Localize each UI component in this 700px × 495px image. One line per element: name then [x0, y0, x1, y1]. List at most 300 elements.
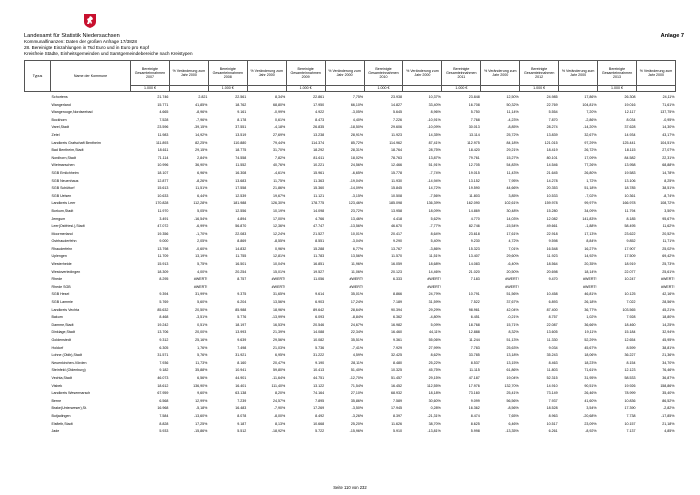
einnahmen-cell: 23.596	[157, 125, 169, 130]
veraenderung-cell: 41,60%	[584, 398, 597, 403]
einnahmen-cell: 44.751	[313, 375, 325, 380]
einnahmen-cell: 20.123	[390, 269, 402, 274]
unit-tsd: 1.000 €	[598, 86, 637, 92]
municipality-name: SGB Emlichheim	[51, 170, 79, 175]
veraenderung-cell: 11,71%	[662, 239, 675, 244]
einnahmen-cell: 20.353	[546, 186, 558, 191]
municipality-name: Rhede	[51, 277, 63, 282]
table-row	[25, 109, 676, 117]
veraenderung-cell: 25,73%	[662, 262, 675, 267]
einnahmen-cell: 52.315	[546, 375, 558, 380]
veraenderung-cell: 45,75%	[428, 368, 441, 373]
einnahmen-cell: 7.928	[626, 315, 636, 320]
einnahmen-cell: 46.073	[157, 375, 169, 380]
einnahmen-cell: 12.082	[546, 216, 558, 221]
einnahmen-cell: 16.968	[157, 406, 169, 411]
column-header-bereinigte-label: Bereinigte Gesamteinnahmen	[523, 66, 555, 75]
einnahmen-cell: 11.056	[313, 277, 325, 282]
einnahmen-cell: 4.894	[237, 216, 247, 221]
einnahmen-cell: 37.628	[624, 125, 636, 130]
table-row	[25, 147, 676, 155]
veraenderung-cell: 11,96%	[351, 262, 364, 267]
einnahmen-cell: 9.614	[315, 292, 325, 297]
veraenderung-cell: 55,06%	[428, 338, 441, 342]
veraenderung-cell: 21,36%	[662, 353, 675, 358]
typus-cell	[25, 208, 51, 216]
einnahmen-cell: 31.571	[157, 353, 169, 358]
veraenderung-cell: -13,56%	[349, 224, 364, 229]
veraenderung-cell: 85,72%	[350, 140, 364, 145]
einnahmen-cell: 11.923	[391, 132, 402, 137]
veraenderung-cell: 20,50%	[195, 307, 208, 312]
einnahmen-cell: 23.848	[468, 95, 480, 99]
einnahmen-cell: 9.161	[237, 110, 247, 115]
table-row	[25, 238, 676, 246]
veraenderung-cell: 28,75%	[428, 148, 441, 153]
veraenderung-cell: 13,15%	[506, 360, 519, 365]
veraenderung-cell: #WERT!	[271, 284, 286, 289]
einnahmen-cell: 67.959	[157, 391, 169, 396]
veraenderung-cell: 15,27%	[506, 155, 519, 160]
veraenderung-cell: 17,00%	[272, 216, 286, 221]
einnahmen-cell: 18.612	[157, 383, 169, 388]
einnahmen-cell: 10.668	[313, 421, 325, 426]
einnahmen-cell: 9.312	[159, 338, 169, 342]
einnahmen-cell: 63.138	[235, 391, 247, 396]
einnahmen-cell: 30.013	[468, 125, 480, 130]
column-header-bereinigte-2013	[598, 61, 637, 86]
veraenderung-cell: -16,54%	[193, 216, 208, 221]
veraenderung-cell: 1,72%	[586, 178, 597, 183]
veraenderung-cell: 141,83%	[582, 216, 597, 221]
einnahmen-cell: 5.512	[237, 429, 247, 434]
veraenderung-cell: 5,76%	[197, 353, 208, 358]
typus-cell	[25, 421, 51, 429]
municipality-name: Wietmarschen	[51, 163, 75, 168]
typus-cell	[25, 269, 51, 277]
typus-cell	[25, 276, 51, 284]
einnahmen-cell: 7.183	[470, 277, 480, 282]
veraenderung-cell: 11,43%	[506, 170, 519, 175]
einnahmen-cell: 7.226	[392, 117, 402, 122]
veraenderung-cell: 84,18%	[506, 140, 519, 145]
einnahmen-cell: 16.483	[235, 406, 247, 411]
einnahmen-cell: 11.552	[235, 163, 247, 168]
veraenderung-cell: -0,60%	[195, 246, 208, 251]
veraenderung-cell: -13,99%	[271, 315, 286, 320]
table-row	[25, 428, 676, 436]
table-subtitle-line: Kreisfreie Städte, Einheitsgemeinden und Samtgemeindebereiche nach Kreistypen	[24, 50, 193, 56]
unit-tsd: 1.000 €	[208, 86, 247, 92]
veraenderung-cell: -15,54%	[505, 224, 519, 229]
column-header-veraenderung-2009: % Veränderung zum Jahr 2000	[325, 61, 364, 86]
veraenderung-cell: 90,51%	[584, 383, 597, 388]
veraenderung-cell: 28,31%	[350, 148, 364, 153]
einnahmen-cell: 9.639	[237, 338, 247, 342]
veraenderung-cell: 25,02%	[662, 246, 675, 251]
einnahmen-cell: 17.907	[624, 246, 636, 251]
einnahmen-cell: 26.308	[624, 95, 636, 99]
veraenderung-cell: #WERT!	[271, 277, 286, 282]
veraenderung-cell: 26,18%	[584, 300, 597, 305]
einnahmen-cell: 23.622	[624, 231, 636, 236]
einnahmen-cell	[520, 284, 559, 292]
einnahmen-cell: 11.121	[313, 193, 325, 198]
einnahmen-cell: 22.087	[546, 322, 558, 327]
veraenderung-cell: 20,47%	[272, 360, 286, 365]
einnahmen-cell: 21.020	[468, 269, 480, 274]
einnahmen-cell: 11.244	[469, 338, 480, 342]
municipality-name: Jemgum	[51, 216, 66, 221]
typus-cell	[25, 352, 51, 360]
veraenderung-cell: 20,50%	[506, 269, 519, 274]
einnahmen-cell: 82.746	[468, 224, 480, 229]
einnahmen-cell: 5.998	[470, 429, 480, 434]
einnahmen-cell: 15.961	[313, 170, 325, 175]
einnahmen-cell: 7.137	[626, 429, 636, 434]
table-row	[25, 284, 676, 292]
veraenderung-cell: 51,40%	[350, 368, 364, 373]
einnahmen-cell: 7.783	[470, 345, 480, 350]
veraenderung-cell: -8,74%	[663, 193, 675, 198]
einnahmen-cell: 7.522	[470, 300, 480, 305]
typus-cell	[25, 155, 51, 163]
einnahmen-cell: 111.893	[155, 140, 169, 145]
column-header-bereinigte-2011	[442, 61, 481, 86]
typus-cell	[25, 178, 51, 186]
einnahmen-cell: 10.413	[313, 368, 325, 373]
einnahmen-cell: 10.157	[624, 421, 636, 426]
einnahmen-cell: 9.034	[548, 345, 558, 350]
einnahmen-cell: 98.961	[468, 307, 480, 312]
unit-tsd: 1.000 €	[520, 86, 559, 92]
veraenderung-cell: 7,95%	[508, 178, 519, 183]
veraenderung-cell: 51,18%	[584, 186, 597, 191]
einnahmen-cell: 159.978	[544, 201, 558, 206]
einnahmen-cell: 19.016	[624, 102, 636, 107]
veraenderung-cell: 5,09%	[430, 322, 441, 327]
einnahmen-cell: 15.778	[390, 170, 402, 175]
einnahmen-cell: 17.945	[390, 406, 402, 411]
einnahmen-cell: 47.747	[313, 224, 325, 229]
einnahmen-cell: 18.611	[157, 148, 169, 153]
veraenderung-cell: -8,56%	[507, 406, 519, 411]
veraenderung-cell: 20,52%	[662, 231, 675, 236]
municipality-name: Rhauderfehn	[51, 246, 73, 251]
veraenderung-cell: 37,67%	[506, 300, 519, 305]
typus-cell	[25, 314, 51, 322]
einnahmen-cell: 6.093	[315, 315, 325, 320]
einnahmen-cell: 11.755	[235, 254, 247, 259]
table-row	[25, 390, 676, 398]
veraenderung-cell: 5,40%	[430, 239, 441, 244]
veraenderung-cell: 44,11%	[428, 330, 441, 335]
municipality-name: Visbek	[51, 383, 63, 388]
municipality-name: Uplengen	[51, 254, 67, 259]
table-row	[25, 92, 676, 102]
veraenderung-cell: 38,81%	[662, 345, 675, 350]
einnahmen-cell: 8.869	[237, 239, 247, 244]
einnahmen-cell: 8.160	[237, 360, 247, 365]
finance-table	[24, 60, 676, 436]
veraenderung-cell: -18,92%	[271, 429, 286, 434]
typus-cell	[25, 132, 51, 140]
einnahmen-cell: 103.565	[622, 307, 636, 312]
einnahmen-cell: 13.106	[624, 178, 636, 183]
municipality-name: Neuenkirchen-Vörden	[51, 360, 87, 365]
einnahmen-cell: 12.654	[624, 338, 636, 342]
veraenderung-cell: 52,29%	[584, 338, 597, 342]
veraenderung-cell: 1,76%	[197, 345, 208, 350]
typus-cell	[25, 231, 51, 239]
einnahmen-cell: 6.305	[159, 345, 169, 350]
table-row	[25, 367, 676, 375]
veraenderung-cell: 12,36%	[272, 224, 286, 229]
einnahmen-cell: 32.425	[390, 353, 402, 358]
einnahmen-cell: 9.187	[237, 421, 247, 426]
einnahmen-cell: 13.993	[235, 330, 247, 335]
einnahmen-cell: 74.164	[313, 391, 325, 396]
veraenderung-cell: 0,61%	[274, 117, 286, 122]
einnahmen-cell: 8.757	[548, 315, 558, 320]
veraenderung-cell: 7,75%	[352, 95, 364, 99]
table-row	[25, 307, 676, 315]
veraenderung-cell: 68,80%	[272, 102, 286, 107]
veraenderung-cell: -4,23%	[507, 117, 519, 122]
einnahmen-cell: 7.929	[392, 345, 402, 350]
veraenderung-cell: 29,60%	[506, 254, 519, 259]
veraenderung-cell: 17,24%	[350, 300, 364, 305]
veraenderung-cell: 0,96%	[274, 246, 286, 251]
municipality-name: Butjadingen	[51, 413, 71, 418]
typus-cell	[25, 216, 51, 224]
einnahmen-cell: 11.363	[313, 178, 325, 183]
veraenderung-cell: -7,90%	[273, 406, 286, 411]
einnahmen-cell: 8.492	[315, 413, 325, 418]
einnahmen-cell: 10.361	[624, 193, 636, 198]
einnahmen-cell: 11.330	[546, 338, 558, 342]
veraenderung-cell: 13,56%	[350, 254, 364, 259]
table-row	[25, 102, 676, 110]
veraenderung-cell: 19,04%	[506, 375, 519, 380]
municipality-name: Dinklage,Stadt	[51, 330, 75, 335]
column-header-bereinigte-2007	[131, 61, 170, 86]
veraenderung-cell: 14,92%	[584, 254, 597, 259]
column-header-bereinigte-2010	[364, 61, 403, 86]
veraenderung-cell: 18,06%	[584, 353, 597, 358]
einnahmen-cell: 17.390	[624, 406, 636, 411]
einnahmen-cell: 18.528	[546, 406, 558, 411]
typus-cell	[25, 345, 51, 353]
veraenderung-cell: -14,94%	[427, 178, 441, 183]
veraenderung-cell: 14,72%	[428, 186, 441, 191]
einnahmen-cell: 19.242	[157, 322, 169, 327]
einnahmen-cell: 18.460	[624, 322, 636, 327]
veraenderung-cell: 11,73%	[195, 360, 208, 365]
unit-tsd: 1.000 €	[131, 86, 170, 92]
einnahmen-cell: 16.401	[235, 383, 247, 388]
veraenderung-cell: #WERT!	[193, 284, 208, 289]
veraenderung-cell: -20,68%	[583, 413, 597, 418]
veraenderung-cell: -8,00%	[273, 413, 286, 418]
municipality-name: Westerheide	[51, 262, 72, 267]
veraenderung-cell: 8,64%	[430, 231, 441, 236]
municipality-name: Landkreis Leer	[51, 201, 76, 206]
municipality-name: Holdorf	[51, 345, 64, 350]
veraenderung-cell: 27,07%	[662, 148, 675, 153]
veraenderung-cell: 35,51%	[350, 338, 364, 342]
einnahmen-cell: 10.325	[390, 368, 402, 373]
typus-cell	[25, 223, 51, 231]
einnahmen-cell: 9.182	[159, 368, 169, 373]
veraenderung-cell: 11,14%	[506, 110, 519, 115]
table-row	[25, 140, 676, 148]
veraenderung-cell: 12,50%	[506, 95, 519, 99]
veraenderung-cell: 26,80%	[584, 170, 597, 175]
einnahmen-cell: 24.985	[546, 95, 558, 99]
veraenderung-cell: 14,78%	[662, 170, 675, 175]
veraenderung-cell: 22,34%	[350, 330, 364, 335]
column-header-name: Name der Kommune	[51, 61, 131, 92]
municipality-name: Landkreis Vechta	[51, 307, 80, 312]
veraenderung-cell: 35,40%	[662, 391, 675, 396]
veraenderung-cell: 18,14%	[584, 269, 597, 274]
einnahmen-cell: 114.374	[311, 140, 325, 145]
typus-cell	[25, 307, 51, 315]
einnahmen-cell: 14.098	[313, 208, 325, 213]
veraenderung-cell: 41,85%	[195, 102, 208, 107]
einnahmen-cell: 22.077	[624, 269, 636, 274]
veraenderung-cell: 14,30%	[662, 125, 675, 130]
einnahmen-cell: 5.933	[159, 429, 169, 434]
veraenderung-cell: -14,20%	[583, 125, 597, 130]
veraenderung-cell: 26,72%	[584, 148, 597, 153]
veraenderung-cell: 50,32%	[506, 102, 519, 107]
einnahmen-cell: 14.278	[546, 178, 558, 183]
einnahmen-cell: 15.280	[546, 208, 558, 213]
typus-cell	[25, 147, 51, 155]
veraenderung-cell: 16,53%	[272, 322, 286, 327]
veraenderung-cell: 8,32%	[508, 330, 519, 335]
veraenderung-cell: 14,46%	[428, 269, 441, 274]
veraenderung-cell: 15,71%	[506, 322, 519, 327]
einnahmen-cell: 162.090	[466, 201, 480, 206]
veraenderung-cell: 25,16%	[195, 338, 208, 342]
einnahmen-cell: 8.963	[548, 413, 558, 418]
einnahmen-cell: 12.888	[468, 330, 480, 335]
veraenderung-cell: 12,99%	[195, 398, 208, 403]
veraenderung-cell: 21,86%	[272, 186, 286, 191]
municipality-name: Landkreis Grafschaft Bentheim	[51, 140, 101, 145]
veraenderung-cell: 25,61%	[662, 269, 675, 274]
einnahmen-cell: 9.598	[548, 239, 558, 244]
einnahmen-cell: 15.845	[390, 186, 402, 191]
typus-cell	[25, 405, 51, 413]
column-header-bereinigte-label: Bereinigte Gesamteinnahmen	[134, 66, 166, 75]
veraenderung-cell: -3,50%	[351, 406, 364, 411]
einnahmen-cell: 89.642	[313, 307, 325, 312]
einnahmen-cell: 6.204	[237, 300, 247, 305]
typus-cell	[25, 375, 51, 383]
einnahmen-cell: 14.832	[235, 246, 247, 251]
einnahmen-cell: 13.152	[468, 178, 480, 183]
einnahmen-cell: 78.999	[624, 391, 636, 396]
niedersachsen-horse-logo-icon	[84, 14, 96, 28]
column-header-bereinigte-label: Bereinigte Gesamteinnahmen	[290, 66, 321, 75]
veraenderung-cell: 28,64%	[350, 307, 364, 312]
einnahmen-cell: 17.558	[235, 186, 247, 191]
einnahmen-cell: 15.913	[157, 262, 169, 267]
veraenderung-cell: 4,00%	[197, 269, 208, 274]
veraenderung-cell: 24,11%	[662, 95, 675, 99]
einnahmen-cell: 11.115	[469, 368, 480, 373]
typus-cell	[25, 200, 51, 208]
einnahmen-cell: 81.611	[313, 155, 325, 160]
veraenderung-cell: 69,42%	[662, 254, 675, 259]
veraenderung-cell: 17,13%	[584, 231, 597, 236]
veraenderung-cell: -0,21%	[507, 315, 519, 320]
table-row	[25, 178, 676, 186]
veraenderung-cell: 14,25%	[662, 322, 675, 327]
municipality-name: Goldenstedt	[51, 338, 71, 342]
veraenderung-cell: 10,19%	[272, 208, 286, 213]
table-row	[25, 337, 676, 345]
veraenderung-cell: 71,61%	[662, 102, 675, 107]
veraenderung-cell: 108,72%	[660, 201, 675, 206]
veraenderung-cell: -0,99%	[273, 110, 286, 115]
veraenderung-cell: 4,59%	[352, 353, 364, 358]
einnahmen-cell: 8.828	[159, 421, 169, 426]
veraenderung-cell: 3,85%	[508, 193, 519, 198]
veraenderung-cell: 8,84%	[586, 239, 597, 244]
table-row	[25, 185, 676, 193]
veraenderung-cell: 32,94%	[662, 330, 675, 335]
veraenderung-cell: 71,54%	[350, 383, 364, 388]
einnahmen-cell: 4.766	[315, 216, 325, 221]
einnahmen-cell: 6.903	[315, 300, 325, 305]
municipality-name: Vechta,Stadt	[51, 375, 72, 380]
veraenderung-cell: -19,04%	[349, 178, 364, 183]
einnahmen-cell: 19.356	[157, 231, 169, 236]
einnahmen-cell: 5.554	[548, 110, 558, 115]
typus-cell	[25, 383, 51, 391]
einnahmen-cell: 19.926	[624, 383, 636, 388]
municipality-name: SGB Neuenhaus	[51, 178, 79, 183]
column-header-veraenderung-2012: % Veränderung zum Jahr 2000	[559, 61, 598, 86]
typus-cell	[25, 193, 51, 201]
veraenderung-cell: 6,44%	[197, 193, 208, 198]
einnahmen-cell: 14.546	[546, 163, 558, 168]
veraenderung-cell: 28,91%	[350, 132, 364, 137]
veraenderung-cell: 3,54%	[586, 406, 597, 411]
einnahmen-cell: 8.757	[237, 277, 247, 282]
veraenderung-cell: 11,75%	[273, 178, 286, 183]
einnahmen-cell: 15.613	[157, 186, 169, 191]
einnahmen-cell: 8.625	[470, 421, 480, 426]
einnahmen-cell: 9.361	[392, 338, 402, 342]
veraenderung-cell: 9,60%	[197, 391, 208, 396]
table-row	[25, 405, 676, 413]
einnahmen-cell: 11.794	[624, 208, 636, 213]
veraenderung-cell: -2,82%	[663, 406, 675, 411]
table-row	[25, 162, 676, 170]
einnahmen-cell: 6.451	[470, 315, 480, 320]
typus-cell	[25, 92, 51, 102]
column-header-veraenderung-2010: % Veränderung zum Jahr 2000	[403, 61, 442, 86]
einnahmen-cell: 13.114	[469, 132, 480, 137]
einnahmen-cell: 18.785	[624, 186, 636, 191]
einnahmen-cell: 13.706	[157, 330, 169, 335]
